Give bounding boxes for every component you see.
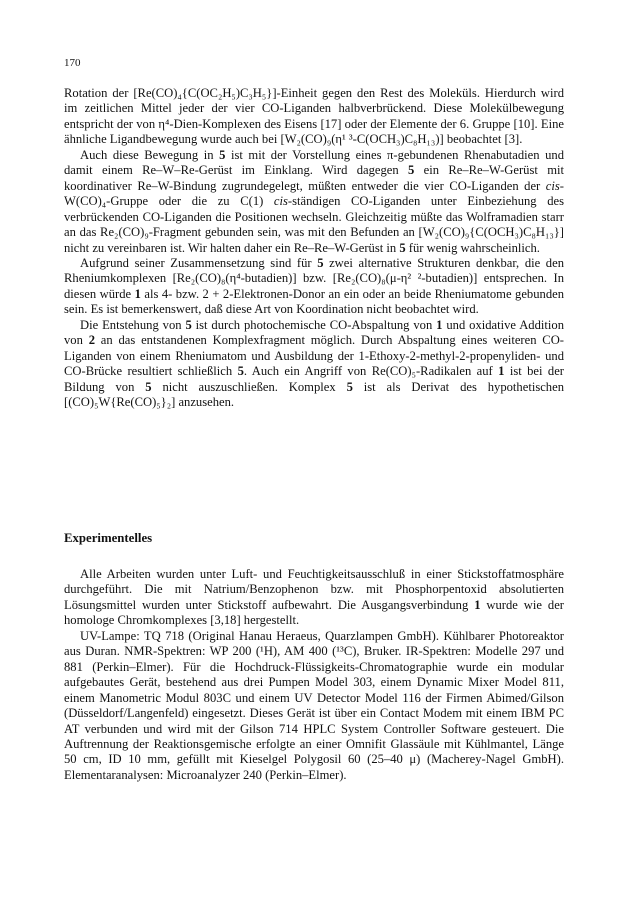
text: Die Entstehung von — [80, 317, 186, 332]
text: ist bei der Bildung von — [64, 364, 564, 394]
compound-number: 5 — [399, 240, 406, 255]
text: zwei alternative Strukturen denkbar, die den Rheniumkomplexen [Re₂(CO)₈(η⁴-butadien)] bzw. [Re₂(CO)₈(μ-η² ²-butadien)] entsprechen. In diesen würde — [64, 255, 564, 301]
compound-number: 5 — [145, 379, 152, 394]
compound-number: 2 — [88, 333, 95, 348]
paragraph-4 — [64, 318, 564, 411]
text: ist durch photochemische CO-Abspaltung von — [191, 317, 437, 332]
paragraph-1: Rotation der [Re(CO)₄{C(OC₂H₅)C₃H₅}]-Einheit gegen den Rest des Moleküls. Hierdurch wird im zeitlichen Mittel jeder der vier CO-Liganden halbverbrückend. Diese Molekülbewegung entspricht der von η⁴-Dien-Komplexen des Eisens [17] oder der Elemente der 6. Gruppe [10]. Eine ähnliche Ligandbewegung wurde auch bei [W₂(CO)₉(η¹ ³-C(OCH₃)C₈H₁₃)] beobachtet [3]. — [64, 86, 564, 147]
italic-text: cis — [545, 178, 560, 193]
paragraph-2 — [64, 148, 564, 256]
paragraph-3 — [64, 256, 564, 318]
text: wurde wie der homologe Chromkomplexes [3,18] hergestellt. — [64, 597, 564, 628]
text: ist als Derivat des hypothetischen [(CO)₅W{Re(CO)₅}₂] anzusehen. — [64, 379, 564, 410]
compound-number: 1 — [474, 597, 481, 612]
compound-number: 5 — [219, 147, 226, 162]
compound-number: 1 — [134, 286, 141, 301]
text: für wenig wahrscheinlich. — [405, 240, 540, 255]
italic-text: cis — [273, 194, 288, 209]
text: ist mit der Vorstellung eines π-gebundenen Rhenabutadien und damit einem Re–W–Re-Gerüst im Einklang. Wird dagegen — [64, 147, 564, 178]
compound-number: 5 — [237, 364, 244, 379]
section-heading: Experimentelles — [64, 531, 153, 545]
text: an das entstandenen Komplexfragment möglich. Durch Abspaltung eines weiteren CO-Liganden von einem Rheniumatom und Ausbildung der 1-Ethoxy-2-methyl-2-propenyliden- und CO-Brücke resultiert schließlich — [64, 333, 564, 379]
compound-number: 5 — [346, 379, 353, 394]
experimental-section — [64, 567, 564, 783]
text: Alle Arbeiten wurden unter Luft- und Feuchtigkeitsausschluß in einer Stickstoffatmosphäre durchgeführt. Die mit Natrium/Benzophenon bzw. mit Phosphorpentoxid absolutierten Lösungsmittel wurden unter Stickstoff aufbewahrt. Die Ausgangsverbindung — [64, 567, 564, 612]
text: -ständigen CO-Liganden unter Einbeziehung des verbrückenden CO-Liganden die Positionen wechseln. Gleichzeitig müßte das Wolframadien starr an das Re₂(CO)₉-Fragment gebunden sein, was mit den Befunden an [W₂(CO)₉{C(OCH₃)C₈H₁₃}] nicht zu vereinbaren ist. Wir halten daher ein Re–Re–W-Gerüst in — [64, 194, 564, 255]
paragraph-6: UV-Lampe: TQ 718 (Original Hanau Heraeus, Quarzlampen GmbH). Kühlbarer Photoreaktor aus Duran. NMR-Spektren: WP 200 (¹H), AM 400 (¹³C), Bruker. IR-Spektren: Modelle 297 und 881 (Perkin–Elmer). Für die Hochdruck-Flüssigkeits-Chromatographie wurde ein modular aufgebautes Gerät, bestehend aus drei Pumpen Model 303, einem Dynamic Mixer Model 811, einem Manometric Modul 803C und einem UV Detector Model 116 der Firmen Abimed/Gilson (Düsseldorf/Langenfeld) eingesetzt. Dieses Gerät ist über ein Contact Modem mit einem IBM PC AT verbunden und wird mit der Gilson 714 HPLC System Controller Software gesteuert. Die Auftrennung der Reaktionsgemische erfolgte an einer Omnifit Glassäule mit Kühlmantel, Länge 50 cm, ID 10 mm, gefüllt mit Kieselgel Polygosil 60 (25–40 μ) (Macherey-Nagel GmbH). Elementaranalysen: Microanalyzer 240 (Perkin–Elmer). — [64, 628, 564, 782]
text: Auch diese Bewegung in — [80, 147, 220, 162]
paragraph-5 — [64, 567, 564, 629]
text: als 4- bzw. 2 + 2-Elektronen-Donor an ein oder an beide Rheniumatome gebunden sein. Es ist bemerkenswert, daß diese Art von Koordination nicht beobachtet wird. — [64, 286, 564, 317]
text: und oxidative Addition von — [64, 317, 564, 348]
text: ein Re–Re–W-Gerüst mit koordinativer Re–W-Bindung zugrundegelegt, müßten entweder die vier CO-Liganden der — [64, 163, 564, 193]
text: nicht auszuschließen. Komplex — [151, 379, 347, 394]
text: . Auch ein Angriff von Re(CO)₅-Radikalen auf — [243, 364, 499, 379]
text: Aufgrund seiner Zusammensetzung sind für — [80, 255, 318, 270]
compound-number: 1 — [498, 364, 505, 379]
compound-number: 5 — [317, 255, 324, 270]
page-number: 170 — [64, 57, 81, 69]
compound-number: 1 — [436, 317, 443, 332]
text: -W(CO)₄-Gruppe oder die zu C(1) — [64, 178, 564, 209]
compound-number: 5 — [185, 317, 192, 332]
discussion-section — [64, 86, 564, 411]
compound-number: 5 — [408, 163, 415, 178]
